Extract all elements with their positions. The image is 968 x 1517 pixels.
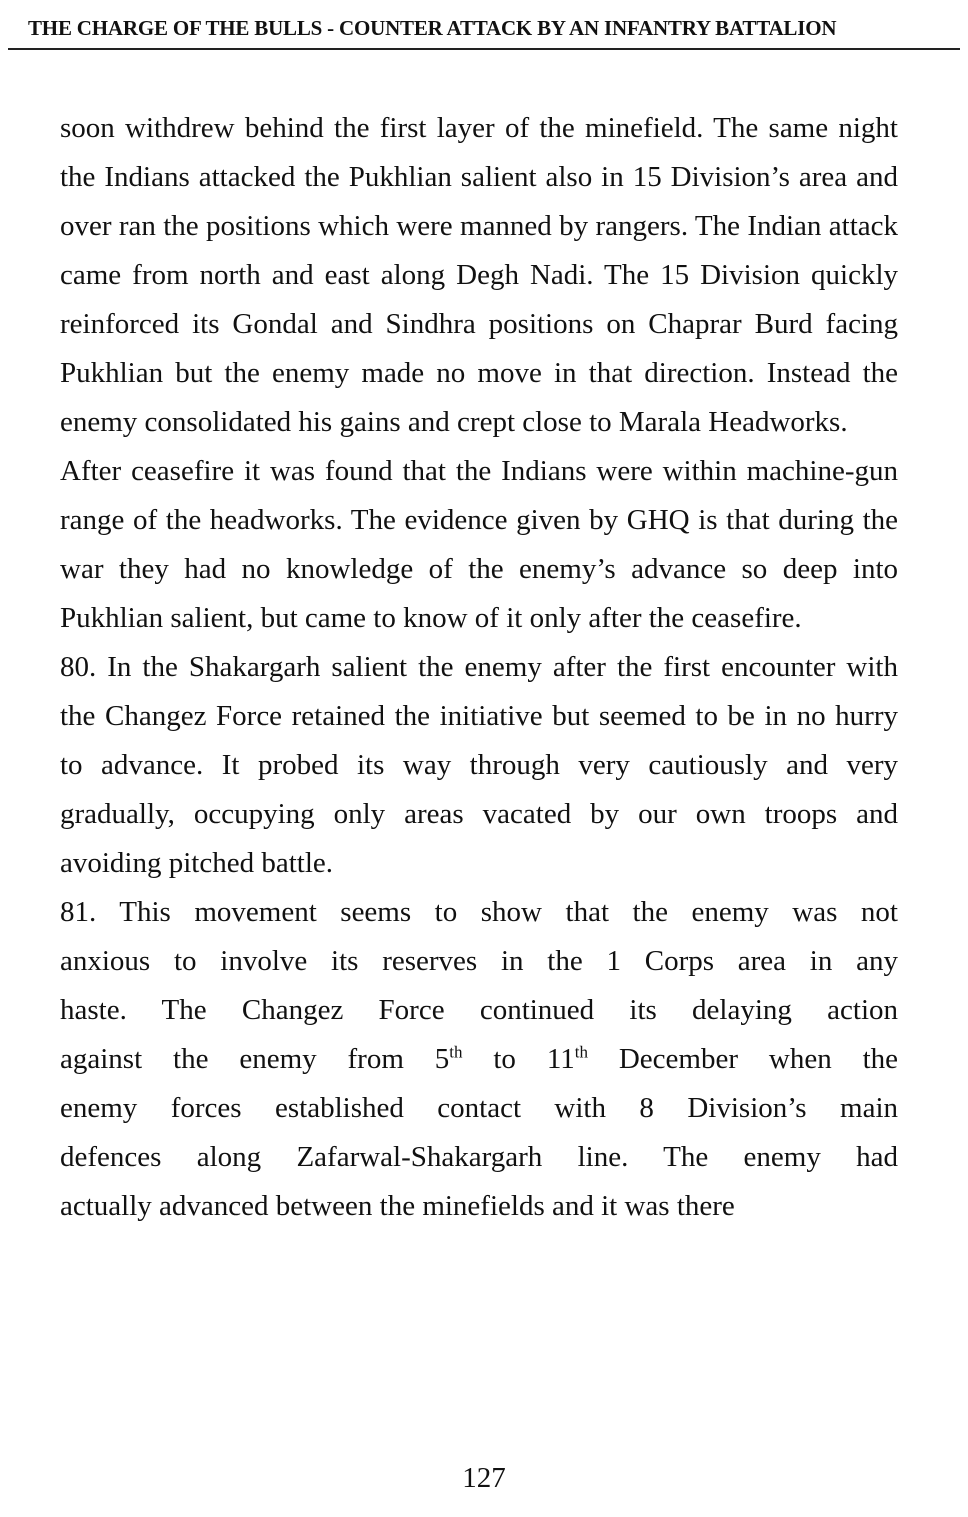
- paragraph-1: soon withdrew behind the first layer of the minefield. The same night the Indians attacked the Pukhlian salient also in 15 Division’s area and over ran the positions which were manned by rangers. The Indian attack came from north and east along Degh Nadi. The 15 Division quickly reinforced its Gondal and Sindhra positions on Chaprar Burd facing Pukhlian but the enemy made no move in that direction. Instead the enemy consolidated his gains and crept close to Marala Headworks.: [60, 112, 898, 438]
- paragraph-81-line: defences along Zafarwal-Shakargarh line. The enemy had: [60, 1141, 898, 1173]
- paragraph-81-line: [60, 1035, 898, 1084]
- paragraph-81-line: haste. The Changez Force continued its delaying action: [60, 994, 898, 1026]
- body-text: [60, 104, 898, 1231]
- paragraph-81-line: anxious to involve its reserves in the 1 Corps area in any: [60, 945, 898, 977]
- page-number: 127: [462, 1462, 506, 1494]
- text-run: to 11: [462, 1043, 575, 1075]
- paragraph-81-line: 81. This movement seems to show that the enemy was not: [60, 896, 898, 928]
- paragraph-81: [60, 888, 898, 1231]
- text-run: December when the: [587, 1043, 899, 1075]
- ordinal-suffix: th: [574, 1042, 588, 1062]
- running-header: THE CHARGE OF THE BULLS - COUNTER ATTACK BY AN INFANTRY BATTALION: [28, 16, 837, 40]
- header-rule: [8, 48, 960, 50]
- paragraph-81-line: actually advanced between the minefields and it was there: [60, 1190, 735, 1222]
- paragraph-80: 80. In the Shakargarh salient the enemy after the first encounter with the Changez Force retained the initiative but seemed to be in no hurry to advance. It probed its way through very cautiously and very gradually, occupying only areas vacated by our own troops and avoiding pitched battle.: [60, 651, 898, 879]
- paragraph-2: After ceasefire it was found that the Indians were within machine-gun range of the headworks. The evidence given by GHQ is that during the war they had no knowledge of the enemy’s advance so deep into Pukhlian salient, but came to know of it only after the ceasefire.: [60, 455, 898, 634]
- ordinal-suffix: th: [449, 1042, 463, 1062]
- text-run: against the enemy from 5: [60, 1043, 450, 1075]
- paragraph-81-line: enemy forces established contact with 8 Division’s main: [60, 1092, 898, 1124]
